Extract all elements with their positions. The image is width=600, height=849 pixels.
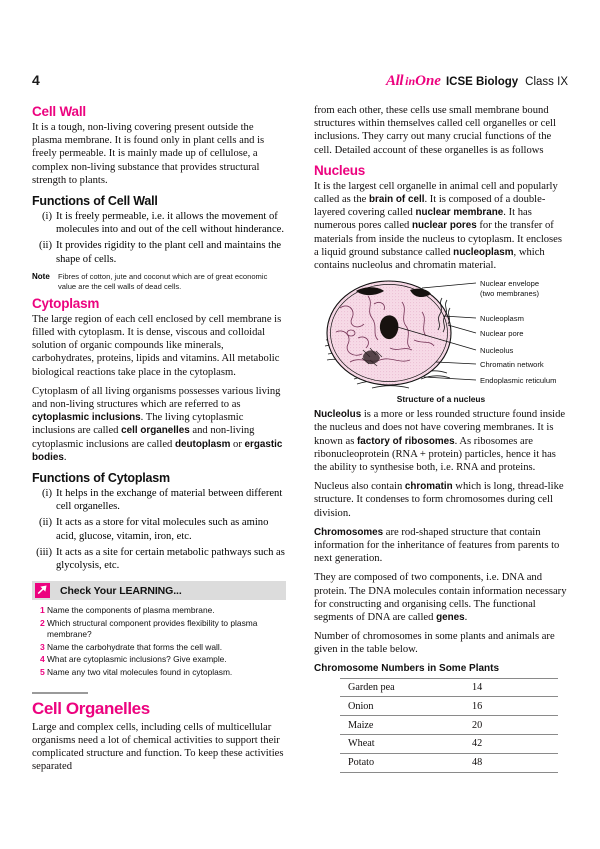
table-cell-name: Garden pea bbox=[340, 678, 472, 697]
question-number: 2 bbox=[40, 618, 45, 629]
text-run: are rod-shaped structure that contain information for the inheritance of features from parents to next generation. bbox=[314, 526, 560, 565]
note-label: Note bbox=[32, 272, 50, 282]
term-factory-of-ribosomes: factory of ribosomes bbox=[356, 435, 455, 447]
text-run: Cytoplasm of all living organisms possesses various living and non-living structures which are referred to as bbox=[32, 385, 281, 411]
table-cell-name: Potato bbox=[340, 753, 472, 772]
term-cell-organelles: cell organelles bbox=[121, 425, 190, 437]
label-nucleolus: Nucleolus bbox=[480, 346, 514, 356]
list-item bbox=[32, 487, 286, 513]
table-cell-count: 16 bbox=[472, 697, 558, 716]
note-text: Fibres of cotton, jute and coconut which are of great economic value are the cell walls of dead cells. bbox=[58, 271, 268, 291]
table-cell-name: Maize bbox=[340, 716, 472, 735]
heading-functions-of-cytoplasm: Functions of Cytoplasm bbox=[32, 471, 170, 486]
term-chromatin: chromatin bbox=[404, 481, 453, 493]
list-text: It acts as a store for vital molecules such as amino acid, glucose, vitamin, iron, etc. bbox=[56, 517, 269, 542]
table-row bbox=[340, 678, 558, 697]
dna-paragraph bbox=[314, 571, 568, 624]
term-ergastic-bodies: ergastic bodies bbox=[32, 438, 283, 463]
list-marker: (i) bbox=[42, 488, 52, 500]
brand-in-text: in bbox=[405, 74, 416, 88]
list-item bbox=[32, 605, 286, 615]
text-run: is a more or less rounded structure found inside the nucleus and does not have covering membranes. It is known as bbox=[314, 409, 566, 447]
brand-one-text: One bbox=[415, 73, 441, 89]
term-deutoplasm: deutoplasm bbox=[174, 438, 231, 450]
brand-logo bbox=[386, 73, 568, 90]
list-marker: (ii) bbox=[39, 517, 52, 529]
chromatin-paragraph bbox=[314, 480, 568, 520]
list-text: It acts as a site for certain metabolic pathways such as glycolysis, etc. bbox=[56, 546, 285, 572]
term-genes: genes bbox=[436, 612, 465, 624]
term-nucleoplasm: nucleoplasm bbox=[453, 246, 514, 258]
table-cell-count: 20 bbox=[472, 716, 558, 735]
term-cytoplasmic-inclusions: cytoplasmic inclusions bbox=[32, 412, 141, 424]
question-number: 4 bbox=[40, 654, 45, 665]
text-run: for the transfer of materials from inside the nucleus to cytoplasm. It encloses a liquid ground substance called bbox=[314, 220, 563, 258]
cytoplasm-paragraph-2 bbox=[32, 385, 286, 464]
table-cell-count: 48 bbox=[472, 753, 558, 772]
heading-cell-organelles: Cell Organelles bbox=[32, 698, 150, 718]
check-your-learning-questions bbox=[32, 605, 286, 677]
brand-all-text: All bbox=[385, 73, 404, 89]
chromosomes-paragraph bbox=[314, 526, 568, 566]
text-run: . The living cytoplasmic inclusions are called bbox=[32, 412, 244, 437]
text-run: They are composed of two components, i.e. DNA and protein. The DNA molecules contain information necessary for constructing and organising cells. The functional segments of DNA are called bbox=[314, 572, 567, 624]
text-run: or bbox=[230, 438, 245, 450]
question-number: 5 bbox=[40, 667, 45, 678]
note-block bbox=[32, 272, 286, 292]
label-two-membranes: (two membranes) bbox=[480, 289, 540, 299]
question-text: Name the carbohydrate that forms the cell wall. bbox=[47, 641, 223, 652]
list-item bbox=[32, 654, 286, 664]
list-item bbox=[32, 546, 286, 572]
section-divider-rule bbox=[32, 692, 88, 694]
text-run: . bbox=[63, 451, 67, 463]
text-run: which is long, thread-like structure. It condenses to form chromosomes during cell division. bbox=[314, 481, 564, 519]
left-column bbox=[32, 104, 286, 780]
text-run: It is the largest cell organelle in animal cell and popularly called as the bbox=[314, 180, 558, 206]
term-chromosomes: Chromosomes bbox=[314, 526, 384, 538]
nucleus-paragraph bbox=[314, 180, 568, 272]
nucleus-diagram bbox=[314, 278, 568, 404]
page-header bbox=[32, 72, 568, 96]
list-text: It provides rigidity to the plant cell and maintains the shape of cells. bbox=[56, 240, 282, 265]
check-your-learning-box bbox=[32, 581, 286, 677]
term-nucleolus: Nucleolus bbox=[314, 409, 362, 421]
term-brain-of-cell: brain of cell bbox=[369, 194, 425, 206]
list-item bbox=[32, 667, 286, 677]
question-number: 1 bbox=[40, 605, 45, 616]
check-your-learning-header bbox=[32, 581, 286, 600]
label-chromatin-network: Chromatin network bbox=[480, 360, 544, 370]
table-intro-paragraph: Number of chromosomes in some plants and animals are given in the table below. bbox=[314, 631, 555, 656]
table-cell-name: Onion bbox=[340, 697, 472, 716]
text-run: . It is composed of a double-layered covering called bbox=[314, 194, 546, 219]
list-item bbox=[32, 210, 286, 236]
question-text: What are cytoplasmic inclusions? Give example. bbox=[47, 654, 227, 665]
brand-class: Class IX bbox=[525, 76, 568, 88]
text-run: . It has numerous pores called bbox=[314, 207, 532, 232]
table-row bbox=[340, 753, 558, 772]
label-nuclear-envelope: Nuclear envelope bbox=[480, 279, 540, 289]
chromosome-numbers-table bbox=[340, 678, 558, 773]
heading-cell-wall: Cell Wall bbox=[32, 104, 86, 119]
cytoplasm-functions-list bbox=[32, 487, 286, 572]
question-text: Name any two vital molecules found in cytoplasm. bbox=[47, 667, 233, 678]
question-text: Which structural component provides flexibility to plasma membrane? bbox=[47, 618, 258, 639]
nucleolus-paragraph bbox=[314, 408, 568, 474]
table-cell-count: 14 bbox=[472, 678, 558, 697]
trending-up-arrow-icon bbox=[35, 583, 50, 598]
right-column bbox=[314, 104, 568, 773]
cell-organelles-paragraph: Large and complex cells, including cells of multicellular organisms need a lot of chemical activities to support their complicated structure and function. To keep these activities separated bbox=[32, 721, 284, 773]
text-run: . bbox=[464, 612, 468, 624]
question-number: 3 bbox=[40, 641, 45, 652]
table-cell-name: Wheat bbox=[340, 735, 472, 754]
cell-wall-paragraph: It is a tough, non-living covering present outside the plasma membrane. It is found only in plant cells and is freely permeable. It is mainly made up of cellulose, a complex non-living substance that provides structural strength to plants. bbox=[32, 122, 265, 186]
heading-cytoplasm: Cytoplasm bbox=[32, 295, 100, 311]
text-run: , which contains nucleolus and chromatin material. bbox=[314, 246, 545, 272]
text-run: Nucleus also contain bbox=[314, 481, 405, 493]
continuation-paragraph: from each other, these cells use small membrane bound structures within themselves called cell organelles or cell inclusions. They carry out many crucial functions of the cell. Detailed account of these organelles is as follows bbox=[314, 105, 556, 156]
question-text: Name the components of plasma membrane. bbox=[47, 605, 215, 616]
list-item bbox=[32, 516, 286, 542]
page-number: 4 bbox=[32, 72, 40, 88]
list-marker: (iii) bbox=[36, 546, 52, 558]
table-row bbox=[340, 735, 558, 754]
list-marker: (i) bbox=[42, 211, 52, 223]
list-item bbox=[32, 618, 286, 639]
diagram-labels bbox=[480, 279, 556, 385]
label-nucleoplasm: Nucleoplasm bbox=[480, 314, 524, 324]
figure-caption: Structure of a nucleus bbox=[396, 394, 486, 405]
heading-nucleus: Nucleus bbox=[314, 162, 366, 178]
cytoplasm-paragraph-1: The large region of each cell enclosed by cell membrane is filled with cytoplasm. It is dense, viscous and colloidal solution of organic compounds like minerals, carbohydrates, proteins, lipids and vitamins. All metabolic biological reactions take place in the cytoplasm. bbox=[32, 313, 282, 378]
table-title: Chromosome Numbers in Some Plants bbox=[314, 662, 500, 674]
term-nuclear-pores: nuclear pores bbox=[411, 220, 477, 232]
check-your-learning-title: Check Your LEARNING... bbox=[60, 584, 182, 597]
label-endoplasmic-reticulum: Endoplasmic reticulum bbox=[480, 376, 557, 386]
label-nuclear-pore: Nuclear pore bbox=[480, 329, 524, 339]
list-text: It helps in the exchange of material between different cell organelles. bbox=[56, 488, 283, 513]
list-item bbox=[32, 642, 286, 652]
list-marker: (ii) bbox=[39, 240, 52, 252]
text-run: . As ribosomes are ribonucleoprotein (RNA + protein) particles, hence it has the ability to synthesise both, i.e. RNA and proteins. bbox=[314, 435, 556, 474]
text-run: and non-living cytoplasmic inclusions are called bbox=[32, 425, 255, 450]
cell-wall-functions-list bbox=[32, 210, 286, 266]
table-row bbox=[340, 716, 558, 735]
heading-functions-of-cell-wall: Functions of Cell Wall bbox=[32, 194, 158, 209]
list-item bbox=[32, 239, 286, 265]
table-cell-count: 42 bbox=[472, 735, 558, 754]
brand-subject: ICSE Biology bbox=[445, 76, 519, 88]
term-nuclear-membrane: nuclear membrane bbox=[415, 207, 504, 219]
table-row bbox=[340, 697, 558, 716]
list-text: It is freely permeable, i.e. it allows the movement of molecules into and out of the cell without hinderance. bbox=[56, 211, 284, 236]
